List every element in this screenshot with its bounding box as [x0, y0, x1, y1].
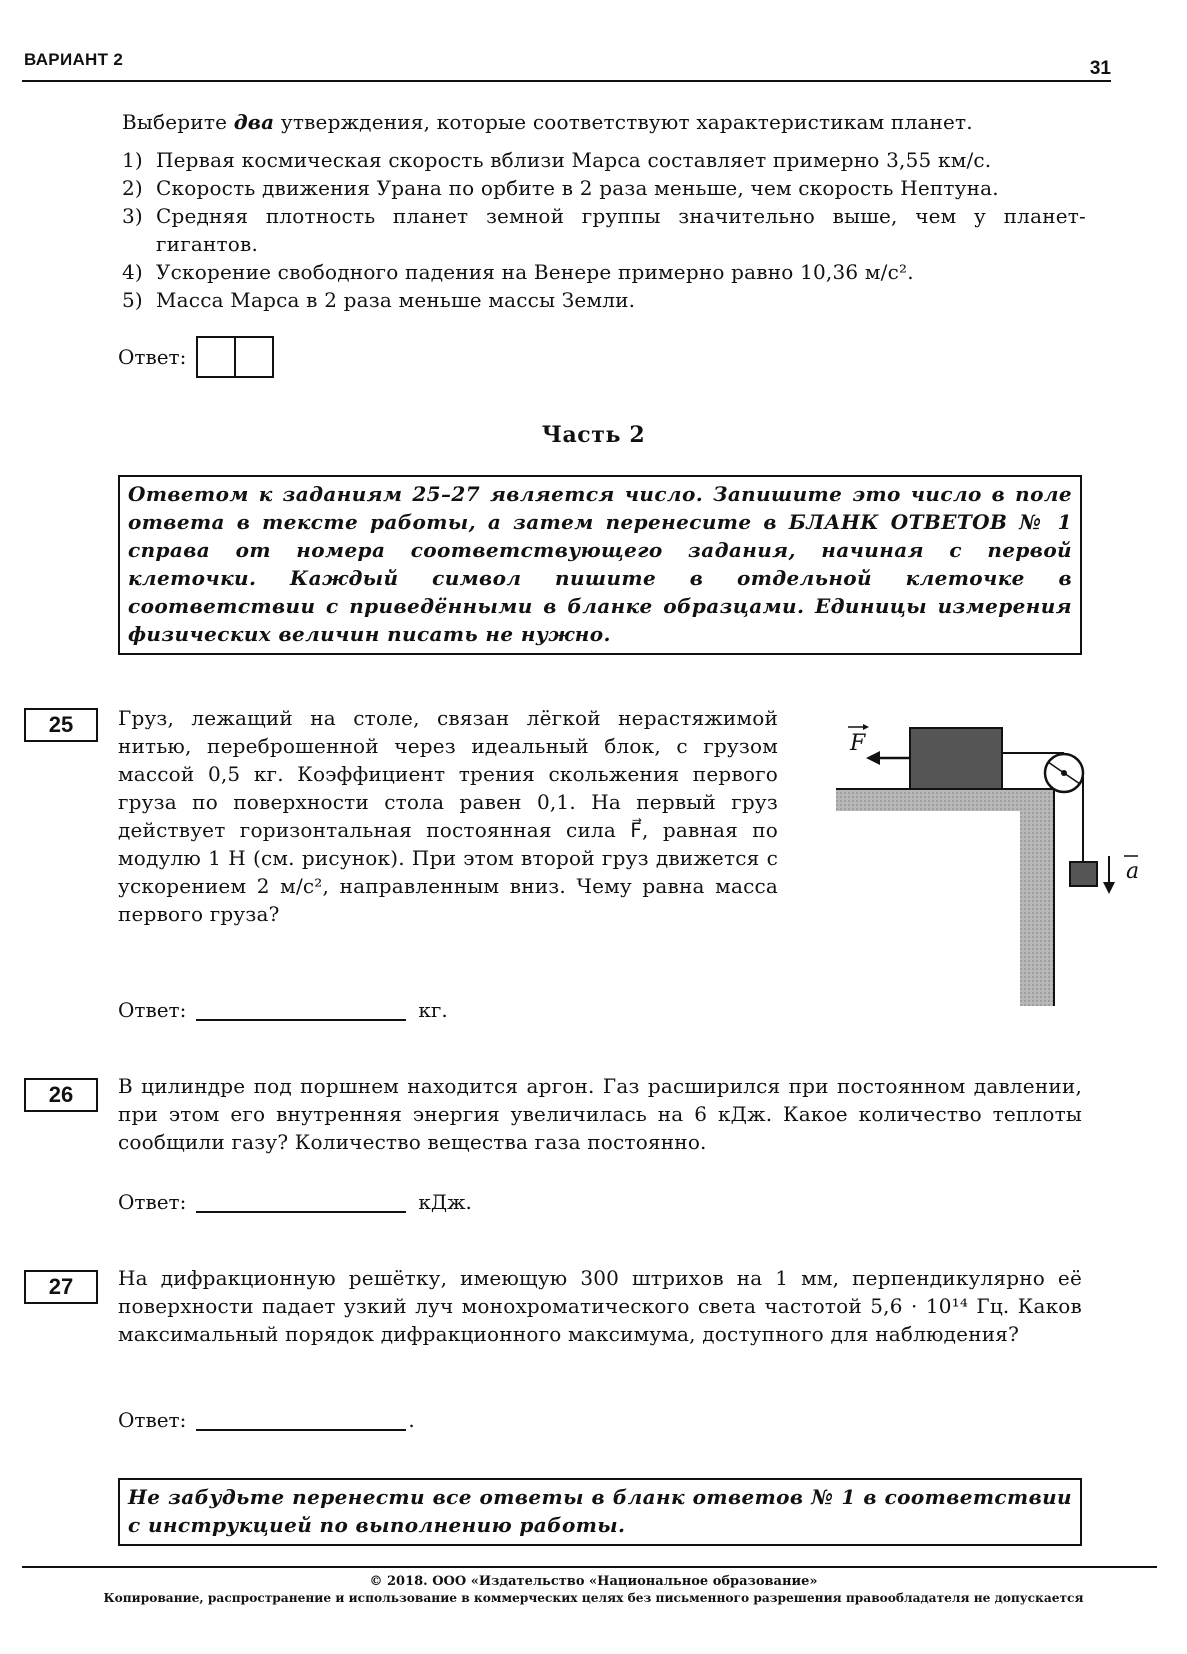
variant-label: ВАРИАНТ 2	[24, 50, 124, 69]
q25-answer-row	[118, 998, 448, 1022]
header-rule	[22, 80, 1111, 82]
q26-text: В цилиндре под поршнем находится аргон. Газ расширился при постоянном давлении, при этом его внутренняя энергия увеличилась на 6 кДж. Какое количество теплоты сообщили газу? Количество вещества газа постоянно.	[118, 1074, 1082, 1154]
answer-unit: кг.	[418, 998, 448, 1022]
option-text: Средняя плотность планет земной группы значительно выше, чем у планет-гигантов.	[156, 204, 1086, 256]
q24-intro-after: утверждения, которые соответствуют характеристикам планет.	[274, 110, 973, 134]
question-number-26: 26	[24, 1078, 98, 1112]
q24-answer-row	[118, 336, 274, 378]
block-on-table	[910, 728, 1002, 789]
table-surface	[836, 789, 1054, 1006]
q24-options	[122, 146, 1086, 314]
option-number: 5)	[122, 288, 143, 312]
option-number: 3)	[122, 204, 143, 228]
option-number: 1)	[122, 148, 143, 172]
q27-text: На дифракционную решётку, имеющую 300 штрихов на 1 мм, перпендикулярно её поверхности падает узкий луч монохроматического света частотой 5,6 · 10¹⁴ Гц. Каков максимальный порядок дифракционного максимума, доступного для наблюдения?	[118, 1266, 1082, 1346]
q24-option-3	[122, 202, 1086, 258]
q24-option-4	[122, 258, 1086, 286]
answer-line[interactable]	[196, 1191, 406, 1213]
q26-answer-row	[118, 1190, 472, 1214]
q24-option-1	[122, 146, 1086, 174]
footer-rule	[22, 1566, 1157, 1568]
reminder-box: Не забудьте перенести все ответы в бланк ответов № 1 в соответствии с инструкцией по выполнению работы.	[118, 1478, 1082, 1546]
q24-intro	[122, 108, 1082, 136]
question-number-27: 27	[24, 1270, 98, 1304]
footer-copyright: © 2018. ООО «Издательство «Национальное образование»	[369, 1574, 818, 1589]
footer-notice: Копирование, распространение и использование в коммерческих целях без письменного разрешения правообладателя не допускается	[103, 1591, 1084, 1605]
q27-answer-row	[118, 1408, 415, 1432]
q25-text: Груз, лежащий на столе, связан лёгкой нерастяжимой нитью, переброшенной через идеальный блок, с грузом массой 0,5 кг. Коэффициент трения скольжения первого груза по поверхности стола равен 0,1. На первый груз действует горизонтальная постоянная сила F⃗, равная по модулю 1 Н (см. рисунок). При этом второй груз движется с ускорением 2 м/с², направленным вниз. Чему равна масса первого груза?	[118, 706, 778, 926]
acceleration-arrow-icon	[1103, 856, 1115, 894]
force-arrow-icon	[866, 751, 910, 765]
page-number: 31	[1089, 58, 1111, 79]
q24-option-2	[122, 174, 1086, 202]
option-text: Скорость движения Урана по орбите в 2 раза меньше, чем скорость Нептуна.	[156, 176, 999, 200]
answer-cells	[196, 336, 274, 378]
q24-option-5	[122, 286, 1086, 314]
instructions-box: Ответом к заданиям 25–27 является число. Запишите это число в поле ответа в тексте работы, а затем перенесите в БЛАНК ОТВЕТОВ № 1 справа от номера соответствующего задания, начиная с первой клеточки. Каждый символ пишите в отдельной клеточке в соответствии с приведёнными в бланке образцами. Единицы измерения физических величин писать не нужно.	[118, 475, 1082, 655]
answer-label: Ответ:	[118, 1408, 187, 1432]
question-number-25: 25	[24, 708, 98, 742]
answer-cell-1[interactable]	[198, 338, 234, 376]
answer-line[interactable]	[196, 1409, 406, 1431]
answer-unit: .	[408, 1408, 415, 1432]
answer-line[interactable]	[196, 999, 406, 1021]
answer-unit: кДж.	[418, 1190, 472, 1214]
option-text: Масса Марса в 2 раза меньше массы Земли.	[156, 288, 636, 312]
hanging-weight	[1070, 862, 1097, 886]
option-text: Ускорение свободного падения на Венере примерно равно 10,36 м/с².	[156, 260, 914, 284]
force-label: F	[850, 731, 866, 756]
q25-figure	[836, 716, 1140, 1006]
answer-label: Ответ:	[118, 998, 187, 1022]
part-title: Часть 2	[541, 422, 646, 448]
option-text: Первая космическая скорость вблизи Марса составляет примерно 3,55 км/с.	[156, 148, 992, 172]
answer-label: Ответ:	[118, 1190, 187, 1214]
acceleration-label: a	[1126, 859, 1140, 884]
option-number: 4)	[122, 260, 143, 284]
q24-intro-before: Выберите	[122, 110, 234, 134]
answer-label: Ответ:	[118, 345, 187, 369]
answer-cell-2[interactable]	[234, 338, 272, 376]
q24-intro-emphasis: два	[233, 110, 275, 134]
option-number: 2)	[122, 176, 143, 200]
